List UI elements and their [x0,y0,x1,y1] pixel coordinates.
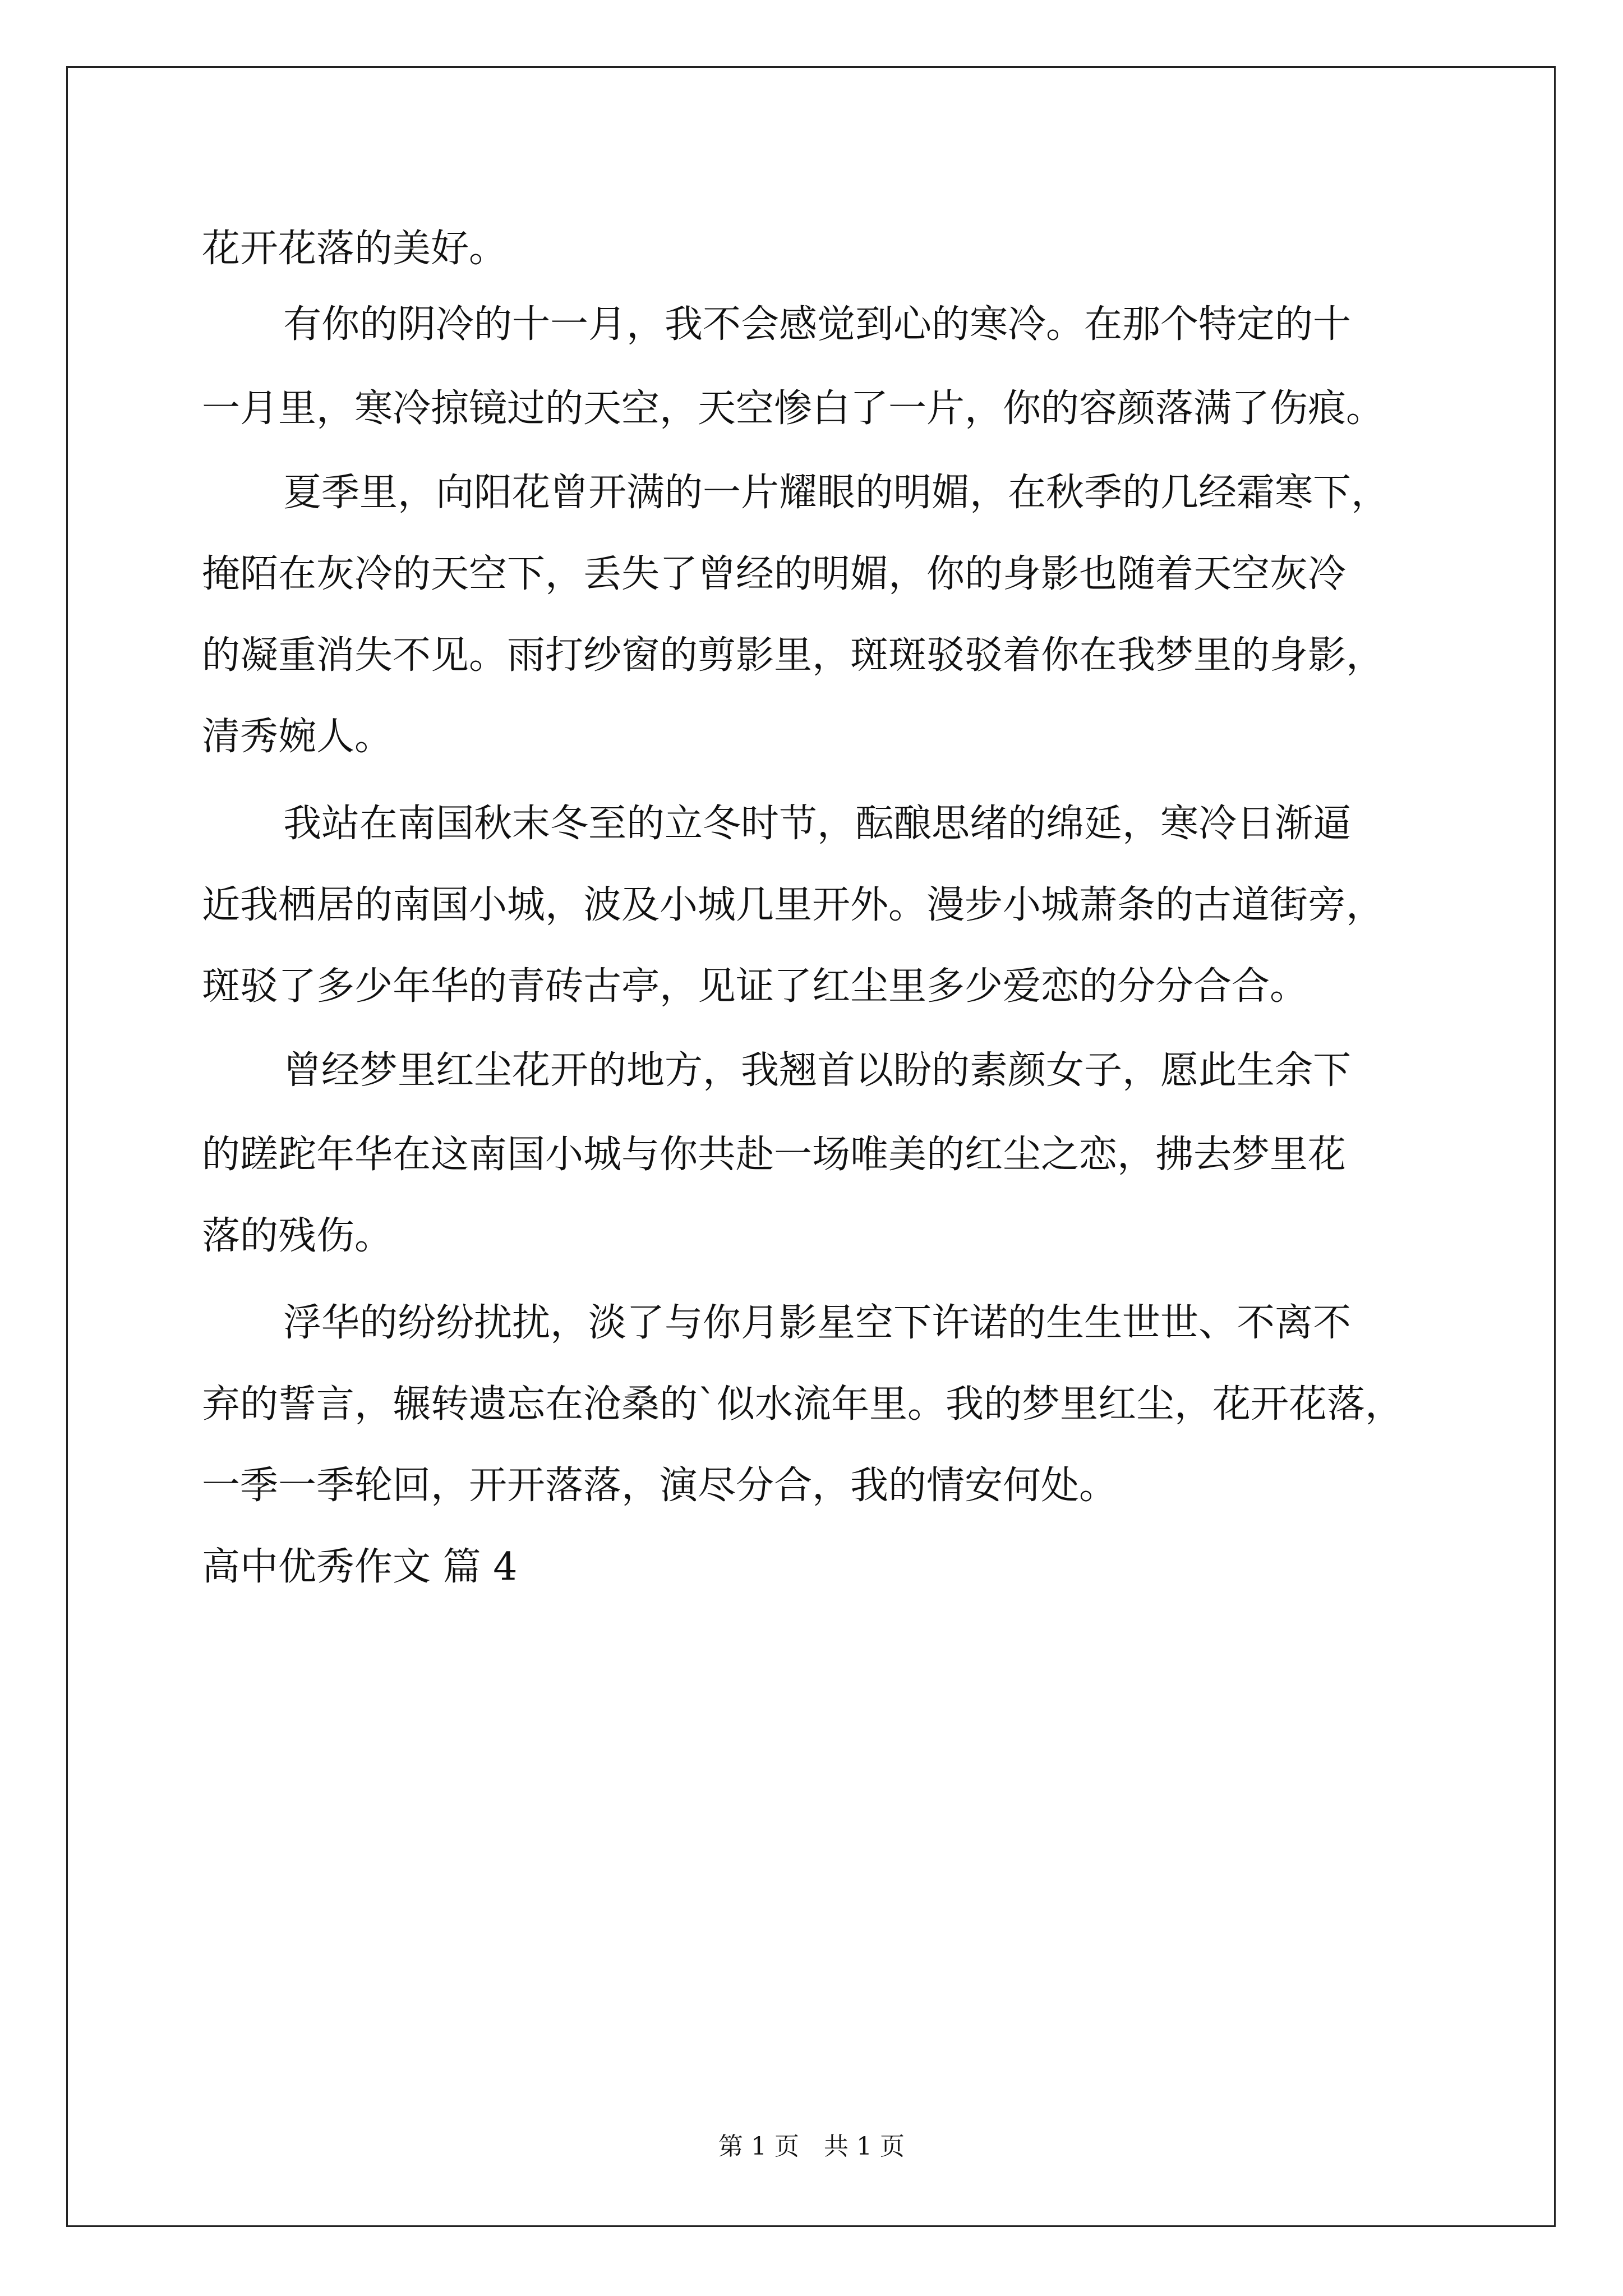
text-line-7: 清秀婉人。 [202,715,393,759]
text-line-5: 掩陌在灰冷的天空下，丢失了曾经的明媚，你的身影也随着天空灰冷 [202,552,1347,596]
text-line-3: 一月里，寒冷掠镜过的天空，天空惨白了一片，你的容颜落满了伤痕。 [202,386,1385,431]
page-footer: 第 1 页 共 1 页 [718,2132,905,2161]
text-line-8: 我站在南国秋末冬至的立冬时节，酝酿思绪的绵延，寒冷日渐逼 [283,802,1352,846]
text-line-11: 曾经梦里红尘花开的地方，我翘首以盼的素颜女子，愿此生余下 [283,1048,1352,1093]
text-line-6: 的凝重消失不见。雨打纱窗的剪影里，斑斑驳驳着你在我梦里的身影， [202,633,1385,678]
text-line-10: 斑驳了多少年华的青砖古亭，见证了红尘里多少爱恋的分分合合。 [202,964,1308,1009]
text-line-4: 夏季里，向阳花曾开满的一片耀眼的明媚，在秋季的几经霜寒下， [283,471,1390,515]
text-line-14: 浮华的纷纷扰扰，淡了与你月影星空下许诺的生生世世、不离不 [283,1301,1352,1345]
text-line-9: 近我栖居的南国小城，波及小城几里开外。漫步小城萧条的古道街旁， [202,883,1385,927]
text-line-13: 落的残伤。 [202,1214,393,1258]
section-heading: 高中优秀作文 篇 4 [202,1545,518,1589]
text-line-12: 的蹉跎年华在这南国小城与你共赴一场唯美的红尘之恋，拂去梦里花 [202,1133,1347,1177]
text-line-15: 弃的誓言，辗转遗忘在沧桑的`似水流年里。我的梦里红尘，花开花落， [202,1382,1404,1427]
text-line-2: 有你的阴冷的十一月，我不会感觉到心的寒冷。在那个特定的十 [283,302,1352,347]
text-line-1: 花开花落的美好。 [202,227,508,271]
text-line-16: 一季一季轮回，开开落落，演尽分合，我的情安何处。 [202,1464,1118,1508]
